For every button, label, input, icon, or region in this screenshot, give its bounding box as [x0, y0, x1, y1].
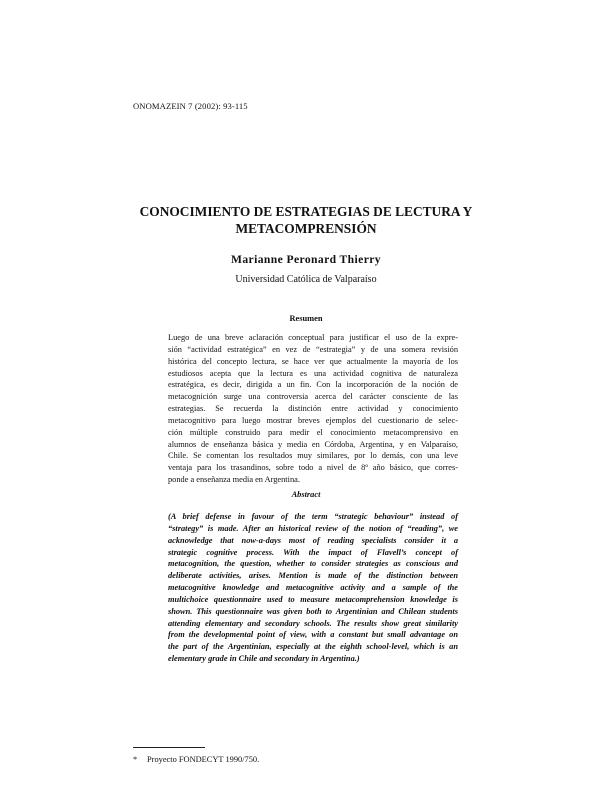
abstract-line: strategic cognitive process. With the impact of Flavell’s concept of: [168, 547, 458, 557]
resumen-line: estrategias. Se recuerda la distinción entre actividad y conocimiento: [168, 404, 458, 414]
resumen-line: metacognitivo para luego mostrar breves ejemplos del cuestionario de selec-: [168, 415, 458, 425]
abstract-line: (A brief defense in favour of the term “strategic behaviour” instead of: [168, 512, 458, 521]
resumen-line: metacognición surge una controversia acerca del carácter consciente de las: [168, 392, 458, 402]
resumen-line: Chile. Se comentan los resultados muy similares, por lo demás, con una leve: [168, 451, 458, 461]
resumen-line: sión “actividad estratégica” en vez de “estrategia” y de una somera revisión: [168, 344, 458, 354]
journal-citation: ONOMAZEIN 7 (2002): 93-115: [133, 101, 248, 111]
article-title: [120, 203, 492, 237]
author-name: Marianne Peronard Thierry: [231, 253, 381, 266]
resumen-line: ción múltiple construido para medir el conocimiento metacomprensivo en: [168, 427, 458, 437]
resumen-line: ventaja para los trasandinos, sobre todo a nivel de 8º año básico, que corres-: [168, 463, 458, 473]
resumen-line: estratégica, es decir, dirigida a un fin. Con la incorporación de la noción de: [168, 380, 458, 390]
abstract-line: metacognition, the question, whether to consider strategies as conscious and: [168, 559, 458, 569]
abstract-line: the part of the Argentinian, especially at the eighth school-level, which is an: [168, 642, 458, 652]
author-affiliation: Universidad Católica de Valparaíso: [235, 274, 377, 285]
resumen-line: histórica del concepto lectura, se hace ver que actualmente la mayoría de los: [168, 356, 458, 366]
footnote-text: Proyecto FONDECYT 1990/750.: [147, 755, 260, 764]
resumen-line: alumnos de enseñanza básica y media en Córdoba, Argentina, y en Valparaíso,: [168, 439, 458, 449]
abstract-line: shown. This questionnaire was given both to Argentinian and Chilean students: [168, 606, 458, 616]
resumen-line: ponde a enseñanza media en Argentina.: [168, 475, 300, 485]
resumen-heading: Resumen: [289, 314, 323, 323]
resumen-line: Luego de una breve aclaración conceptual para justificar el uso de la expre-: [168, 333, 458, 342]
footnote: [133, 755, 259, 764]
abstract-line: metacognitive knowledge and metacognitive activity and a sample of the: [168, 583, 458, 593]
abstract-line: multichoice questionnaire used to measure metacomprehension knowledge is: [168, 594, 458, 604]
footnote-marker: *: [133, 755, 138, 764]
resumen-line: estudiosos acepta que la lectura es una actividad cognitiva de naturaleza: [168, 368, 458, 378]
abstract-line: elementary grade in Chile and secondary in Argentina.): [168, 654, 360, 664]
abstract-body: [168, 511, 458, 665]
resumen-body: [168, 332, 458, 486]
footnote-divider: [133, 747, 205, 748]
abstract-heading: Abstract: [291, 490, 321, 499]
abstract-line: acknowledge that now-a-days most of reading specialists consider it a: [168, 535, 458, 545]
title-line: CONOCIMIENTO DE ESTRATEGIAS DE LECTURA Y: [139, 204, 473, 219]
abstract-line: deliberate activities, arises. Mention is made of the distinction between: [168, 571, 458, 581]
abstract-line: attending elementary and secondary schools. The results show great similarity: [168, 618, 458, 628]
abstract-line: “strategy” is made. After an historical review of the notion of “reading”, we: [168, 523, 458, 533]
title-line: METACOMPRENSIÓN: [235, 221, 377, 236]
abstract-line: from the developmental point of view, with a constant but small advantage on: [168, 630, 458, 640]
